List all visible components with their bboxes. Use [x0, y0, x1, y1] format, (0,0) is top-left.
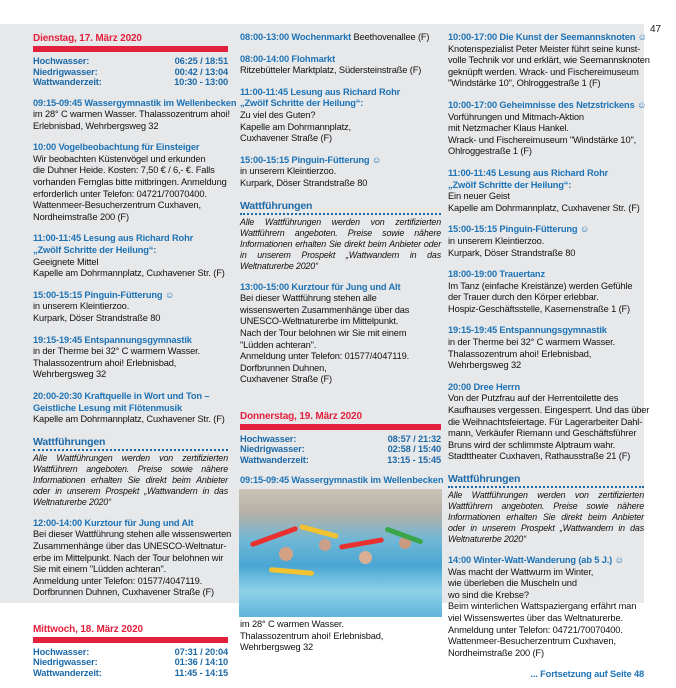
- event-text: Erlebnisbad, Wehrbergsweg 32: [33, 120, 159, 131]
- wattfuehrungen-section: [33, 436, 228, 508]
- event-title: [240, 282, 441, 294]
- event-text: volle Technik vor und erklärt, wie Seemannsknoten: [448, 55, 650, 66]
- event-text: in der Therme bei 32° C warmem Wasser.: [448, 337, 615, 348]
- section-title: Wattführungen: [448, 473, 644, 488]
- event-title: [33, 391, 228, 403]
- event-title-text: 20:00-20:30 Kraftquelle in Wort und Ton –: [33, 390, 210, 401]
- spacer: [240, 396, 441, 410]
- page-number: 47: [650, 24, 662, 35]
- tide-value: 11:45 - 14:15: [174, 667, 228, 678]
- event-title-text: 10:00-17:00 Geheimnisse des Netzstrickens ☺: [448, 99, 647, 110]
- event-text: Kurpark, Döser Strandstraße 80: [240, 177, 368, 188]
- event-text: Von der Putzfrau auf der Herrentoilette des: [448, 393, 619, 404]
- event-text: im 28° C warmen Wasser.: [240, 618, 344, 629]
- event-item: [240, 87, 441, 145]
- event-text: Cuxhavener Straße (F): [240, 374, 332, 385]
- tide-row: [240, 434, 441, 445]
- event-item: [33, 97, 237, 133]
- event-title-text: 19:15-19:45 Entspannungsgymnastik: [33, 334, 192, 345]
- event-text: Wehrbergsweg 32: [240, 642, 314, 653]
- event-text: vorhanden Fernglas bitte mitbringen. Anmeldung: [33, 177, 227, 188]
- event-title: [448, 32, 648, 44]
- tide-label: Wattwanderzeit:: [33, 667, 102, 678]
- section-title: Wattführungen: [240, 200, 441, 215]
- event-title-text: 10:00-17:00 Die Kunst der Seemannsknoten ☺: [448, 32, 648, 42]
- event-text: Nach der Tour belohnen wir Sie mit einem: [240, 327, 407, 338]
- event-title: [448, 99, 647, 112]
- event-title-text: 15:00-15:15 Pinguin-Fütterung ☺: [448, 224, 590, 235]
- event-title: [448, 168, 644, 180]
- column-1: [33, 32, 237, 688]
- event-text: Wehrbergsweg 32: [448, 360, 522, 371]
- event-location: Beethovenallee (F): [353, 32, 430, 42]
- event-title: [448, 269, 644, 281]
- event-text: Kapelle am Dohrmannplatz, Cuxhavener Str. (F): [448, 202, 640, 213]
- wattfuehrungen-section: [240, 200, 441, 272]
- event-text: in unserem Kleintierzoo.: [33, 301, 130, 312]
- tide-row: [33, 67, 228, 78]
- event-text: Anmeldung unter Telefon: 01577/4047119.: [33, 575, 203, 586]
- event-text: Dorfbrunnen Duhnen, Cuxhavener Straße (F): [33, 587, 214, 598]
- tide-label: Niedrigwasser:: [240, 444, 305, 455]
- event-title: [240, 475, 444, 487]
- event-text: die Duhner Heide. Kosten: 7,50 € / 6,- €. Falls: [33, 165, 215, 176]
- event-title: [33, 335, 228, 347]
- event-text: die Weihnachtsfeiertage. Für Lagerarbeiter Dahl-: [448, 416, 643, 427]
- section-text: Alle Wattführungen werden von zertifizierten Wattführern angeboten. Preise sowie nähere Informationen erhalten Sie direkt beim Anbieter oder in unserem Prospekt „Wattwandern in das Weltnaturerbe 2020“: [33, 452, 228, 507]
- tide-label: Hochwasser:: [240, 433, 297, 444]
- event-item: [240, 155, 441, 190]
- section-text: Alle Wattführungen werden von zertifizierten Wattführern angeboten. Preise sowie nähere Informationen erhalten Sie direkt beim Anbieter oder in unserem Prospekt „Wattwandern in das Weltnaturerbe 2020“: [448, 490, 644, 544]
- event-title: [33, 233, 228, 245]
- event-title: [33, 403, 228, 415]
- tide-value: 06:25 / 18:51: [174, 56, 228, 66]
- event-text: wo sind die Krebse?: [448, 589, 529, 600]
- tide-value: 02:58 / 15:40: [387, 444, 441, 455]
- event-item: [448, 224, 644, 259]
- event-text: UNESCO-Weltnaturerbe im Mittelpunkt.: [240, 316, 399, 327]
- event-item: [448, 32, 650, 90]
- event-text: Kurpark, Döser Strandstraße 80: [33, 313, 161, 323]
- event-title-text: 18:00-19:00 Trauertanz: [448, 269, 545, 280]
- tide-row: [33, 56, 228, 67]
- event-text: Hospiz-Geschäftsstelle, Kasernenstraße 1 (F): [448, 303, 630, 314]
- day-title: Donnerstag, 19. März 2020: [240, 410, 362, 422]
- event-title-text: „Zwölf Schritte der Heilung“:: [448, 179, 572, 190]
- event-text: Was macht der Wattwurm im Winter,: [448, 566, 594, 577]
- event-text: Nordheimstraße 200 (F): [33, 211, 129, 222]
- event-title-text: 15:00-15:15 Pinguin-Fütterung ☺: [240, 154, 382, 165]
- event-text: Wattenmeer-Besucherzentrum Cuxhaven,: [448, 636, 616, 647]
- event-text: Thalassozentrum ahoi! Erlebnisbad,: [240, 630, 384, 641]
- event-text: Ein neuer Geist: [448, 191, 510, 202]
- event-text: in unserem Kleintierzoo.: [240, 166, 337, 177]
- event-item: [448, 99, 647, 158]
- event-title-text: 15:00-15:15 Pinguin-Fütterung ☺: [33, 289, 175, 300]
- tide-row: [240, 444, 441, 455]
- event-text: in der Therme bei 32° C warmem Wasser.: [33, 346, 200, 357]
- event-text: Anmeldung unter Telefon: 04721/70070400.: [448, 624, 623, 635]
- event-text: Beim winterlichen Wattspaziergang erfährt man: [448, 601, 637, 612]
- event-title: [240, 98, 441, 110]
- tide-row: [33, 668, 228, 679]
- event-text: erbe im Mittelpunkt. Nach der Tour belohnen wir: [33, 552, 224, 563]
- event-item: [448, 269, 644, 315]
- column-2: [240, 32, 444, 664]
- event-title-text: 19:15-19:45 Entspannungsgymnastik: [448, 325, 607, 336]
- red-bar: [240, 424, 441, 430]
- day-title: Dienstag, 17. März 2020: [33, 33, 142, 44]
- event-title-text: „Zwölf Schritte der Heilung“:: [240, 98, 364, 109]
- event-item: [240, 54, 441, 77]
- event-item: [33, 517, 232, 599]
- event-item: [33, 335, 228, 381]
- event-title-text: 08:00-14:00 Flohmarkt: [240, 53, 336, 64]
- event-text: Knotenspezialist Peter Meister führt seine kunst-: [448, 43, 641, 54]
- event-title-text: 10:00 Vogelbeobachtung für Einsteiger: [33, 142, 200, 153]
- section-title: Wattführungen: [33, 436, 228, 451]
- event-title-text: 13:00-15:00 Kurztour für Jung und Alt: [240, 281, 401, 292]
- day-header: [240, 410, 441, 466]
- event-title-text: 09:15-09:45 Wassergymnastik im Wellenbecken: [240, 475, 444, 486]
- event-text: geknüpft werden. Wrack- und Fischereimuseum: [448, 66, 639, 77]
- event-item: [33, 290, 228, 325]
- tide-value: 10:30 - 13:00: [174, 77, 228, 87]
- event-title: [448, 180, 644, 192]
- event-title: [240, 87, 441, 99]
- event-title-text: „Zwölf Schritte der Heilung“:: [33, 245, 157, 256]
- event-item: [448, 168, 644, 214]
- event-item: [448, 325, 644, 371]
- event-text: Kaufhauses vergessen. Eingesperrt. Und das über: [448, 405, 650, 416]
- event-text: Bei dieser Wattführung stehen alle wissenswerten: [33, 529, 232, 540]
- event-text: Anmeldung unter Telefon: 01577/4047119.: [240, 351, 410, 362]
- event-text: Vorführungen und Mitmach-Aktion: [448, 111, 584, 122]
- pool-noodle: [269, 567, 314, 576]
- event-title-text: 14:00 Winter-Watt-Wanderung (ab 5 J.) ☺: [448, 555, 624, 565]
- event-text: "Windstärke 10", Ohlroggestraße 1 (F): [448, 78, 601, 89]
- event-text: Bei dieser Wattführung stehen alle: [240, 293, 377, 304]
- event-title: [240, 32, 441, 44]
- event-title: [448, 555, 644, 567]
- event-title-text: 20:00 Dree Herrn: [448, 381, 521, 392]
- event-text: in unserem Kleintierzoo.: [448, 235, 545, 246]
- event-item: [33, 233, 228, 279]
- day-header: [33, 32, 228, 88]
- event-title-text: 09:15-09:45 Wassergymnastik im Wellenbecken: [33, 97, 237, 108]
- event-title: [448, 325, 644, 337]
- pool-noodle: [250, 526, 299, 548]
- event-text: erforderlich unter Telefon: 04721/70070400.: [33, 188, 207, 199]
- event-title-text: Geistliche Lesung mit Flötenmusik: [33, 402, 182, 413]
- event-text: viel Wissenswertes über das Weltnaturerbe.: [448, 612, 623, 623]
- event-item: [33, 391, 228, 426]
- event-text: im 28° C warmen Wasser. Thalassozentrum ahoi!: [33, 109, 230, 120]
- event-item: [240, 475, 444, 653]
- event-text: Ritzebütteler Marktplatz, Südersteinstraße (F): [240, 65, 422, 76]
- event-text: Im Tanz (einfache Kreistänze) werden Gefühle: [448, 280, 633, 291]
- event-title: [448, 224, 644, 236]
- event-text: Kurpark, Döser Strandstraße 80: [448, 247, 576, 258]
- event-text: Zu viel des Guten?: [240, 109, 316, 120]
- tide-label: Hochwasser:: [33, 56, 90, 66]
- event-title: [33, 245, 228, 257]
- event-text: Bruns wird der schlimmste Alptraum wahr.: [448, 439, 616, 450]
- event-text: wie überleben die Muscheln und: [448, 578, 577, 589]
- tide-label: Wattwanderzeit:: [33, 77, 102, 87]
- swimmer: [279, 547, 293, 561]
- event-text: Thalassozentrum ahoi! Erlebnisbad,: [448, 348, 592, 359]
- day-header: [33, 623, 228, 679]
- tide-label: Niedrigwasser:: [33, 66, 98, 77]
- event-text: "Lüdden achteran".: [240, 339, 317, 350]
- event-text: Kapelle am Dohrmannplatz, Cuxhavener Str. (F): [33, 414, 225, 425]
- event-title-text: 11:00-11:45 Lesung aus Richard Rohr: [240, 86, 401, 97]
- event-title-text: 08:00-13:00 Wochenmarkt: [240, 32, 352, 42]
- event-text: Wattenmeer-Besucherzentrum Cuxhaven,: [33, 200, 201, 211]
- tide-value: 00:42 / 13:04: [174, 66, 228, 77]
- pool-photo: [239, 489, 442, 617]
- event-text: Wrack- und Fischereimuseum "Windstärke 10",: [448, 134, 637, 145]
- event-item: [240, 32, 441, 44]
- event-title: [240, 155, 441, 167]
- event-text: Kapelle am Dohrmannplatz,: [240, 121, 351, 132]
- event-text: Wir beobachten Küstenvögel und erkunden: [33, 153, 206, 164]
- column-3: [448, 32, 650, 681]
- event-text: Geeignete Mittel: [33, 256, 99, 267]
- event-text: Stadttheater Cuxhaven, Rathausstraße 21 (F): [448, 451, 631, 462]
- tide-value: 13:15 - 15:45: [387, 454, 441, 465]
- event-text: mit Netzmacher Klaus Hankel.: [448, 123, 569, 134]
- pool-noodle: [339, 537, 384, 550]
- event-text: Sie mit einem "Lüdden achteran".: [33, 564, 167, 575]
- event-title: [33, 518, 228, 530]
- event-text: Thalassozentrum ahoi! Erlebnisbad,: [33, 357, 177, 368]
- tide-row: [33, 657, 228, 668]
- event-text: wissenswerten Zusammenhänge über das: [240, 304, 410, 315]
- event-text: Nordheimstraße 200 (F): [448, 647, 544, 658]
- swimmer: [319, 539, 331, 551]
- wattfuehrungen-section: [448, 473, 644, 545]
- red-bar: [33, 637, 228, 643]
- event-item: [448, 381, 650, 463]
- event-title: [33, 97, 237, 110]
- section-text: Alle Wattführungen werden von zertifizierten Wattführern angeboten. Preise sowie nähere Informationen erhalten Sie direkt beim Anbieter oder in unserem Prospekt „Wattwandern in das Weltnaturerbe 2020“: [240, 216, 441, 271]
- tide-label: Niedrigwasser:: [33, 657, 98, 668]
- event-text: Cuxhavener Straße (F): [240, 133, 332, 144]
- event-text: Zusammenhänge über das UNESCO-Weltnatur-: [33, 540, 227, 551]
- day-title: Mittwoch, 18. März 2020: [33, 623, 143, 635]
- event-title-text: 12:00-14:00 Kurztour für Jung und Alt: [33, 517, 194, 528]
- tide-row: [33, 77, 228, 88]
- event-item: [240, 282, 441, 386]
- tide-value: 08:57 / 21:32: [387, 433, 441, 444]
- event-text: Kapelle am Dohrmannplatz, Cuxhavener Str. (F): [33, 268, 225, 279]
- event-text: Ohlroggestraße 1 (F): [448, 146, 532, 157]
- continuation-link[interactable]: ... Fortsetzung auf Seite 48: [530, 669, 644, 680]
- event-text: Dorfbrunnen Duhnen,: [240, 362, 327, 373]
- event-title: [240, 54, 441, 66]
- tide-value: 01:36 / 14:10: [174, 657, 228, 668]
- tide-label: Hochwasser:: [33, 646, 90, 657]
- pool-noodle: [299, 524, 339, 539]
- event-title: [33, 290, 228, 302]
- event-text: Wehrbergsweg 32: [33, 369, 107, 380]
- event-title: [448, 382, 644, 394]
- event-text: mann, Verkäufer Riemann und Geschäftsführer: [448, 428, 637, 439]
- tide-row: [33, 647, 228, 658]
- event-title-text: 11:00-11:45 Lesung aus Richard Rohr: [33, 233, 194, 244]
- tide-row: [240, 455, 441, 466]
- tide-label: Wattwanderzeit:: [240, 454, 309, 465]
- red-bar: [33, 46, 228, 52]
- event-item: [33, 142, 228, 223]
- tide-value: 07:31 / 20:04: [174, 646, 228, 657]
- swimmer: [359, 551, 372, 564]
- event-item: [448, 555, 644, 659]
- event-title: [33, 142, 228, 154]
- event-title-text: 11:00-11:45 Lesung aus Richard Rohr: [448, 167, 609, 178]
- event-text: der Trauer durch den Körper erlebbar.: [448, 292, 599, 303]
